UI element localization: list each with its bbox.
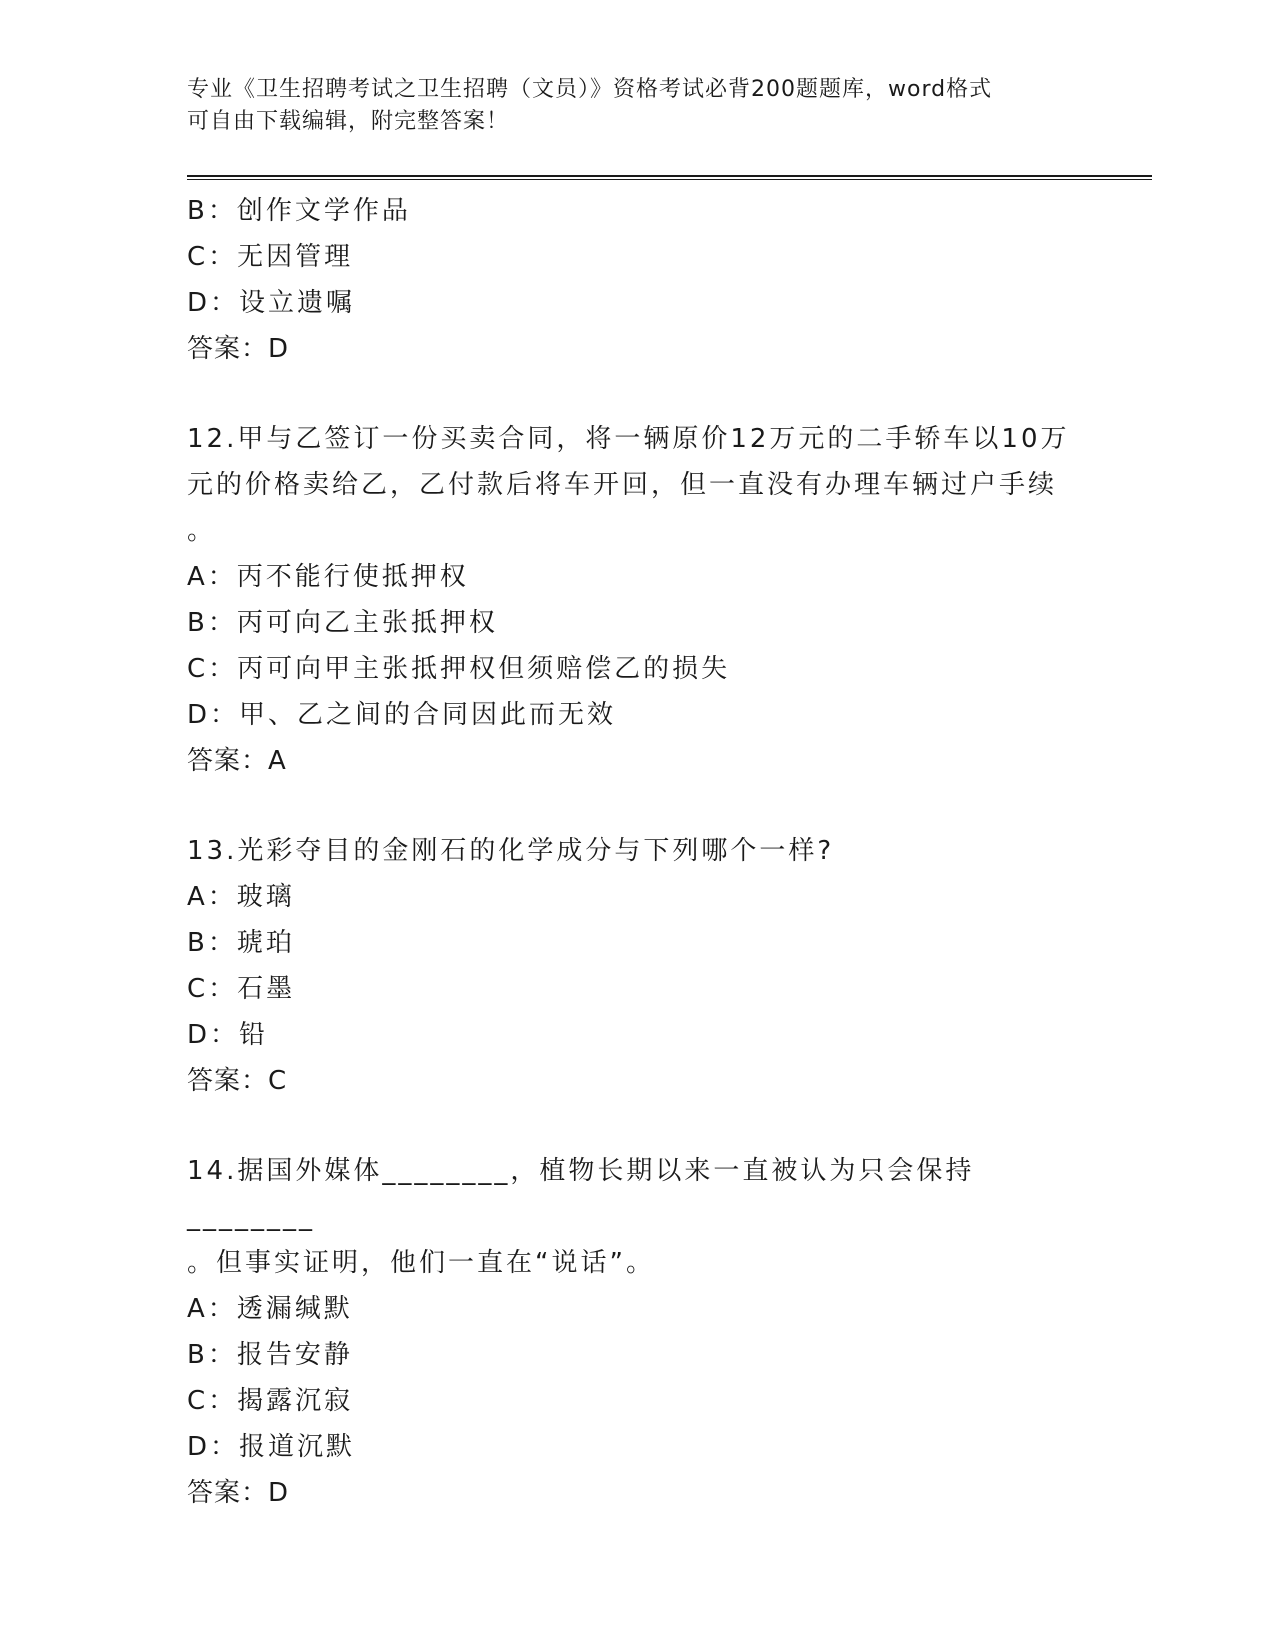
question-13 bbox=[187, 828, 1087, 1104]
document-header bbox=[187, 74, 1087, 138]
question-14 bbox=[187, 1148, 1087, 1516]
spacer bbox=[187, 372, 1087, 416]
question-11 bbox=[187, 188, 1087, 372]
option-d: D：甲、乙之间的合同因此而无效 bbox=[187, 700, 617, 730]
question-text-line: 14.据国外媒体________，植物长期以来一直被认为只会保持________ bbox=[187, 1156, 975, 1232]
option-b: B：丙可向乙主张抵押权 bbox=[187, 608, 498, 638]
question-list bbox=[187, 188, 1087, 1516]
question-12 bbox=[187, 416, 1087, 784]
question-text-line: 。 bbox=[187, 516, 217, 546]
header-line-2: 可自由下载编辑，附完整答案！ bbox=[187, 109, 510, 134]
answer: 答案：D bbox=[187, 334, 290, 364]
option-a: A：透漏缄默 bbox=[187, 1294, 353, 1324]
answer: 答案：C bbox=[187, 1066, 288, 1096]
question-text-line: 元的价格卖给乙，乙付款后将车开回，但一直没有办理车辆过户手续 bbox=[187, 470, 1058, 500]
option-c: C：丙可向甲主张抵押权但须赔偿乙的损失 bbox=[187, 654, 731, 684]
question-text-line: 13.光彩夺目的金刚石的化学成分与下列哪个一样? bbox=[187, 836, 835, 866]
header-line-1: 专业《卫生招聘考试之卫生招聘（文员）》资格考试必背200题题库，word格式 bbox=[187, 77, 993, 102]
option-d: D：设立遗嘱 bbox=[187, 288, 356, 318]
header-divider bbox=[187, 175, 1152, 180]
spacer bbox=[187, 784, 1087, 828]
option-a: A：玻璃 bbox=[187, 882, 295, 912]
option-d: D：铅 bbox=[187, 1020, 269, 1050]
question-text-line: 。但事实证明，他们一直在“说话”。 bbox=[187, 1248, 655, 1278]
option-b: B：创作文学作品 bbox=[187, 196, 411, 226]
option-b: B：琥珀 bbox=[187, 928, 295, 958]
option-c: C：揭露沉寂 bbox=[187, 1386, 354, 1416]
option-c: C：石墨 bbox=[187, 974, 296, 1004]
question-text-line: 12.甲与乙签订一份买卖合同，将一辆原价12万元的二手轿车以10万 bbox=[187, 424, 1070, 454]
option-b: B：报告安静 bbox=[187, 1340, 353, 1370]
option-c: C：无因管理 bbox=[187, 242, 354, 272]
spacer bbox=[187, 1104, 1087, 1148]
answer: 答案：D bbox=[187, 1478, 290, 1508]
option-d: D：报道沉默 bbox=[187, 1432, 356, 1462]
answer: 答案：A bbox=[187, 746, 287, 776]
option-a: A：丙不能行使抵押权 bbox=[187, 562, 469, 592]
